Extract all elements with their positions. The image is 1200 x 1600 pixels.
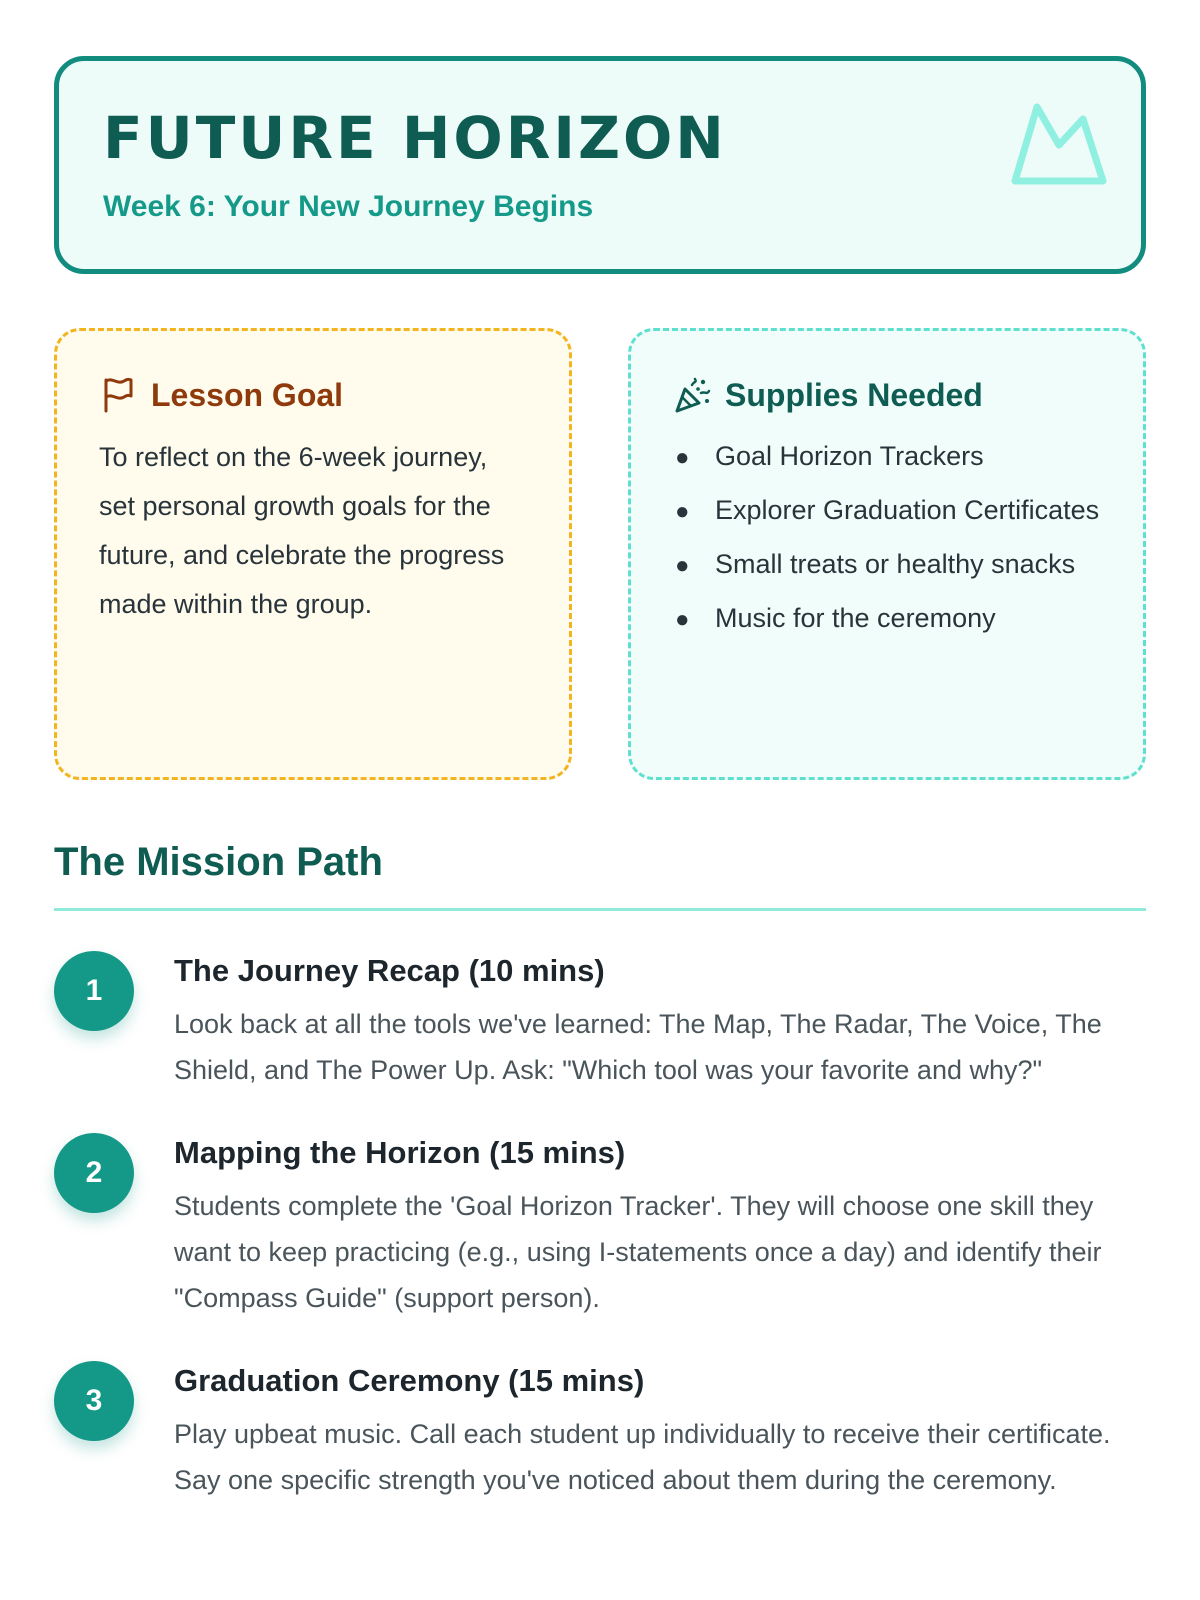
- supplies-list: [673, 433, 1103, 643]
- mission-step: [54, 951, 1146, 1093]
- bullet-icon: ●: [675, 444, 690, 471]
- lesson-goal-heading: [99, 375, 529, 415]
- bullet-icon: ●: [675, 552, 690, 579]
- supplies-heading-text: Supplies Needed: [725, 377, 983, 413]
- step-number-badge: 3: [54, 1361, 134, 1441]
- list-item: ● Goal Horizon Trackers: [673, 433, 1103, 481]
- list-item: ● Explorer Graduation Certificates: [673, 487, 1103, 535]
- step-title: The Journey Recap (10 mins): [174, 953, 605, 988]
- bullet-icon: ●: [675, 498, 690, 525]
- lesson-goal-heading-text: Lesson Goal: [151, 377, 344, 413]
- mission-step: [54, 1361, 1146, 1503]
- mission-path-title: The Mission Path: [54, 840, 383, 884]
- supplies-heading: [673, 375, 1103, 415]
- list-item: ● Small treats or healthy snacks: [673, 541, 1103, 589]
- bullet-icon: ●: [675, 606, 690, 633]
- flag-icon: [99, 375, 137, 415]
- step-description: Play upbeat music. Call each student up individually to receive their certificate. Say one specific strength you've noticed about them during the ceremony.: [174, 1419, 1111, 1495]
- step-title: Mapping the Horizon (15 mins): [174, 1135, 626, 1170]
- step-description: Look back at all the tools we've learned: The Map, The Radar, The Voice, The Shield, and The Power Up. Ask: "Which tool was your favorite and why?": [174, 1009, 1102, 1085]
- header-card: [54, 56, 1146, 274]
- step-title: Graduation Ceremony (15 mins): [174, 1363, 645, 1398]
- page-subtitle: Week 6: Your New Journey Begins: [103, 190, 594, 223]
- lesson-goal-text: To reflect on the 6-week journey, set personal growth goals for the future, and celebrate the progress made within the group.: [99, 442, 505, 619]
- page-title: FUTURE HORIZON: [103, 104, 727, 172]
- mountain-icon: [1007, 97, 1111, 193]
- info-cards-row: [54, 328, 1146, 780]
- step-number-badge: 1: [54, 951, 134, 1031]
- mission-steps: [54, 951, 1146, 1503]
- step-description: Students complete the 'Goal Horizon Tracker'. They will choose one skill they want to keep practicing (e.g., using I-statements once a day) and identify their "Compass Guide" (support person).: [174, 1191, 1102, 1313]
- section-divider: [54, 908, 1146, 911]
- list-item: ● Music for the ceremony: [673, 595, 1103, 643]
- step-number-badge: 2: [54, 1133, 134, 1213]
- party-popper-icon: [673, 375, 711, 415]
- mission-step: [54, 1133, 1146, 1321]
- supplies-card: [628, 328, 1146, 780]
- lesson-goal-card: [54, 328, 572, 780]
